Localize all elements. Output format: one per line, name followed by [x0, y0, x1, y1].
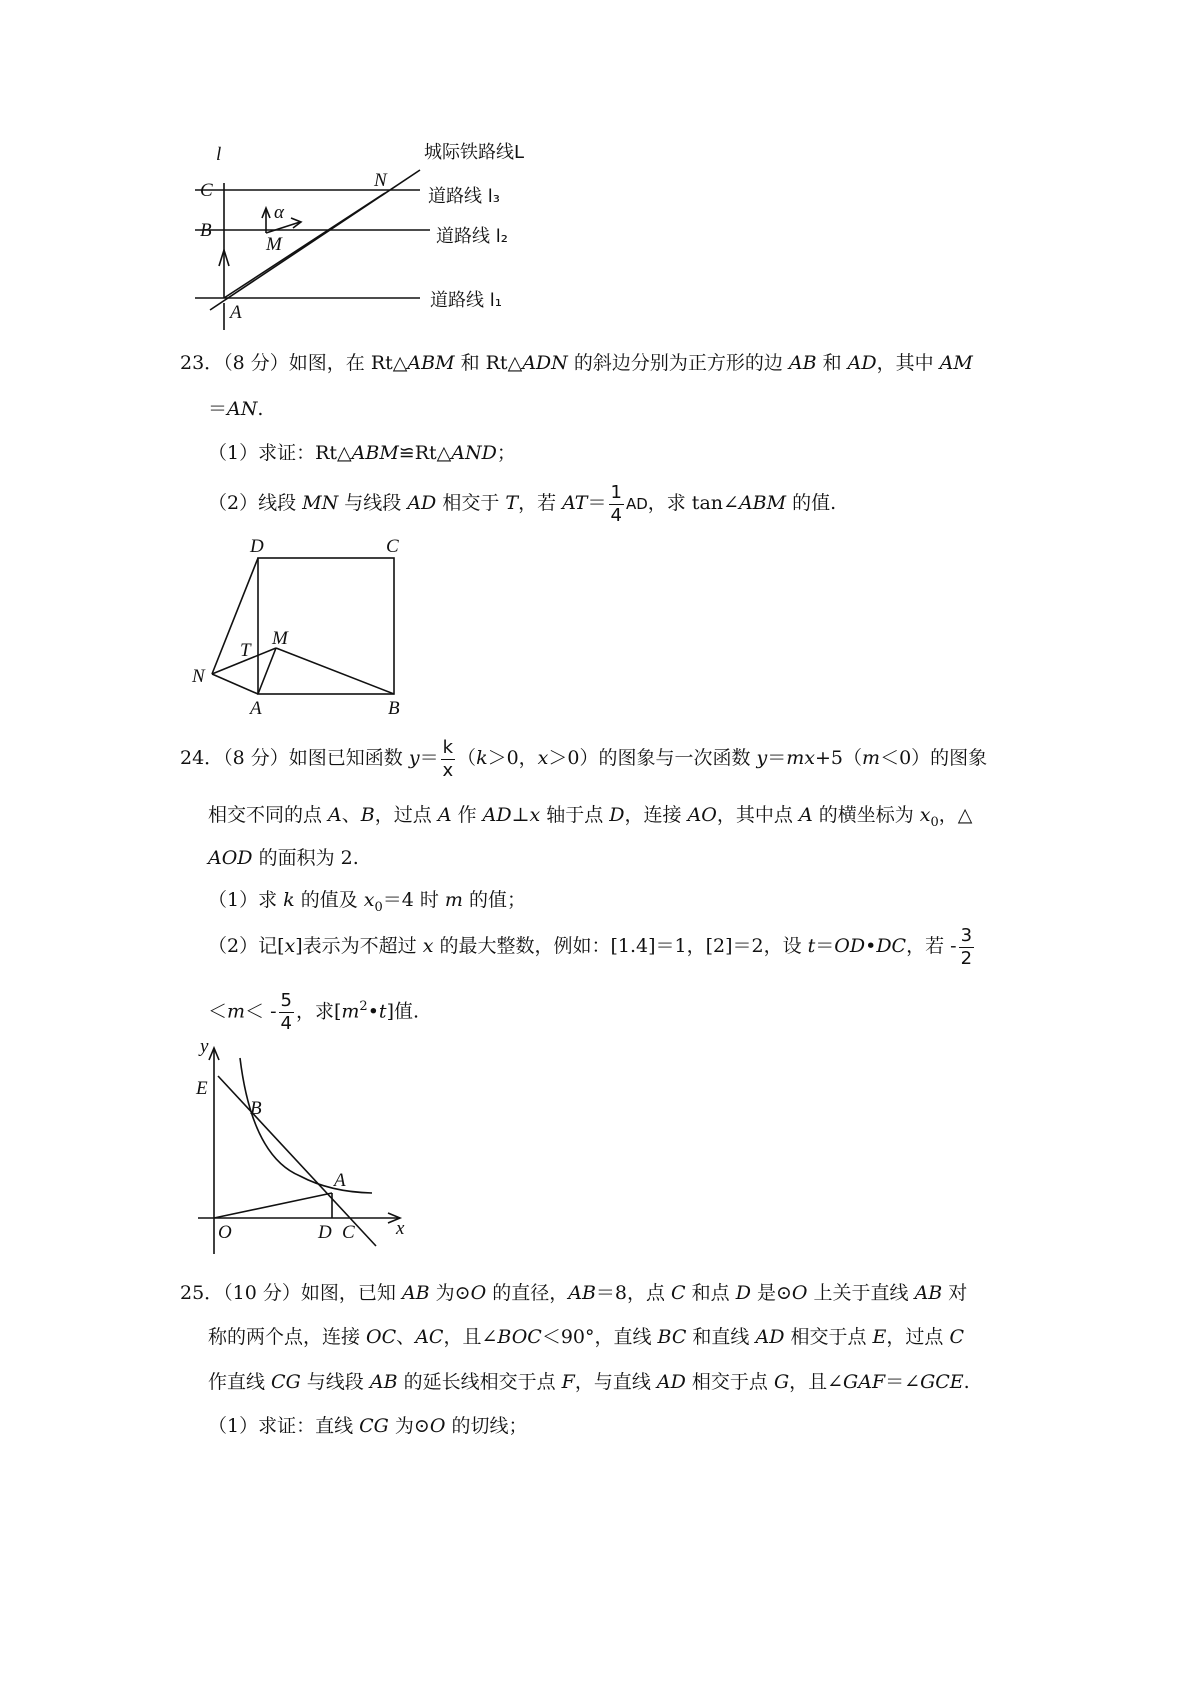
text: ，若 - [906, 935, 957, 957]
text: E [872, 1326, 887, 1348]
text: 24．（8 分）如图已知函数 [180, 747, 409, 769]
text: O [470, 1282, 487, 1304]
text: +5（ [815, 747, 863, 769]
text: ，△ [938, 804, 973, 826]
label-y: y [200, 1036, 209, 1057]
text: m [862, 747, 881, 769]
text: ＝ [767, 747, 787, 769]
label-E: E [196, 1078, 208, 1099]
label-N: N [374, 170, 387, 191]
text: ＝ [815, 935, 835, 957]
text: AB [369, 1371, 398, 1393]
text: A [437, 804, 452, 826]
line-NA [212, 674, 258, 694]
text: OC [366, 1326, 397, 1348]
label-A: A [250, 698, 262, 719]
text: 和直线 [686, 1326, 756, 1348]
text: ＜90°，直线 [541, 1326, 658, 1348]
figure-q23-svg [190, 536, 430, 722]
text: y [408, 747, 420, 769]
text: ； [496, 442, 516, 464]
line-OA [214, 1193, 332, 1218]
q25-line3 [208, 1368, 1200, 1396]
q23-part1 [208, 439, 1200, 467]
text: x [919, 804, 931, 826]
text: 的值； [462, 889, 526, 911]
denominator: x [442, 759, 454, 781]
text: x [363, 889, 375, 911]
q24-line1 [180, 734, 1200, 782]
text: O [791, 1282, 808, 1304]
text: ＜ - [245, 1000, 277, 1023]
text: O [429, 1415, 446, 1437]
numerator: 3 [960, 924, 973, 946]
text: ＝4 时 [382, 889, 445, 911]
label-C: C [386, 536, 399, 557]
text: 上关于直线 [807, 1282, 915, 1304]
text: ，且∠ [443, 1326, 498, 1348]
text: ABM [738, 492, 787, 514]
text: 轴于点 [540, 804, 610, 826]
text: ABM [351, 442, 399, 464]
text: C [671, 1282, 686, 1304]
denominator: 4 [610, 504, 622, 526]
text: DC [876, 935, 907, 957]
text: 与线段 [338, 492, 408, 514]
text: 相交于 [436, 492, 506, 514]
figure-q22 [190, 138, 550, 348]
text: AD [755, 1326, 785, 1348]
text: 为⊙ [429, 1282, 471, 1304]
text: 的横坐标为 [812, 804, 920, 826]
text: AD [847, 352, 877, 374]
label-M: M [266, 234, 282, 255]
text: 相交不同的点 [208, 804, 329, 826]
text: ＞0）的图象与一次函数 [548, 747, 757, 769]
text: m [227, 1000, 246, 1023]
text: ，与直线 [574, 1371, 657, 1393]
text: t [807, 935, 816, 957]
text: ，若 [518, 492, 563, 514]
q24-line3 [208, 844, 1200, 872]
text: ADN [522, 352, 568, 374]
fraction-five-quarters [279, 990, 294, 1035]
text: ]值. [386, 1000, 420, 1023]
line-EC [218, 1076, 376, 1246]
fraction-three-halves [959, 925, 974, 970]
denominator: 2 [960, 947, 973, 969]
text: AND [451, 442, 497, 464]
q25-line1 [180, 1279, 1200, 1307]
label-C: C [200, 180, 213, 201]
text: 作 [451, 804, 483, 826]
text: ＝8，点 [595, 1282, 672, 1304]
text: AT [562, 492, 588, 514]
hyperbola [240, 1058, 372, 1193]
text: 23．（8 分）如图，在 Rt△ [180, 352, 408, 374]
text: k [476, 747, 488, 769]
text: m [444, 889, 463, 911]
text: A [328, 804, 342, 826]
fraction-k-over-x [441, 737, 455, 782]
numerator: k [442, 736, 454, 758]
text: （1）求 [208, 889, 284, 911]
text: 为⊙ [388, 1415, 430, 1437]
text: （2）记[ [208, 935, 285, 957]
text: ＝∠ [885, 1371, 921, 1393]
text: 相交于点 [685, 1371, 774, 1393]
text: AC [415, 1326, 444, 1348]
text: MN [302, 492, 339, 514]
text: ]表示为不超过 [295, 935, 423, 957]
text: （2）线段 [208, 492, 303, 514]
text: m [341, 1000, 360, 1023]
text: 和 Rt△ [454, 352, 523, 374]
text: ，过点 [886, 1326, 950, 1348]
text: x [284, 935, 296, 957]
text: GCE [920, 1371, 964, 1393]
label-A: A [230, 302, 242, 323]
label-B: B [388, 698, 400, 719]
text: • [865, 935, 877, 957]
text: BOC [497, 1326, 542, 1348]
text: D [609, 804, 625, 826]
text: AOD [208, 847, 253, 869]
q24-part1 [208, 886, 1200, 922]
line-MB [276, 648, 394, 694]
label-road3: 道路线 l₃ [428, 186, 500, 207]
text: 的值. [786, 492, 837, 514]
denominator: 4 [280, 1012, 292, 1034]
text: 对 [942, 1282, 968, 1304]
text: 的最大整数，例如：[1.4]＝1，[2]＝2，设 [433, 935, 808, 957]
text: ＝ [587, 492, 607, 514]
label-C: C [342, 1222, 355, 1243]
text: AD [482, 804, 512, 826]
numerator: 1 [610, 481, 622, 503]
text: AB [914, 1282, 943, 1304]
label-B: B [200, 220, 212, 241]
text: T [505, 492, 519, 514]
figure-q23 [190, 536, 430, 722]
text: • [367, 1000, 379, 1023]
text: 的值及 [294, 889, 364, 911]
text: 的斜边分别为正方形的边 [567, 352, 789, 374]
text: 与线段 [300, 1371, 370, 1393]
text: OD [834, 935, 866, 957]
label-A: A [334, 1170, 346, 1191]
text: 的切线； [445, 1415, 528, 1437]
label-N: N [192, 666, 205, 687]
label-road1: 道路线 l₁ [430, 290, 502, 311]
label-road2: 道路线 l₂ [436, 226, 508, 247]
text: 相交于点 [784, 1326, 873, 1348]
label-D: D [318, 1222, 332, 1243]
text: F [561, 1371, 575, 1393]
label-D: D [250, 536, 264, 557]
text: （ [457, 747, 477, 769]
text: 和点 [685, 1282, 736, 1304]
text: BC [657, 1326, 687, 1348]
text: AB [401, 1282, 430, 1304]
text: AB [788, 352, 817, 374]
text: A [798, 804, 813, 826]
text: . [257, 398, 264, 420]
text: x [537, 747, 549, 769]
text: CG [271, 1371, 301, 1393]
text: ，且∠ [789, 1371, 844, 1393]
text: x [422, 935, 434, 957]
q23-part2 [208, 479, 1200, 528]
label-alpha: α [274, 202, 284, 223]
numerator: 5 [280, 989, 292, 1011]
q24-part2 [208, 922, 1200, 970]
text: ⊥ [511, 804, 530, 826]
text: 作直线 [208, 1371, 272, 1393]
text: ，其中点 [716, 804, 799, 826]
subscript: 0 [930, 814, 939, 830]
text: ，过点 [374, 804, 438, 826]
figure-q24 [190, 1036, 420, 1256]
text: GAF [843, 1371, 886, 1393]
text: 称的两个点，连接 [208, 1326, 367, 1348]
text: ≌Rt△ [398, 442, 452, 464]
text: ，连接 [624, 804, 688, 826]
railway-L [210, 170, 420, 310]
label-B: B [250, 1098, 262, 1119]
fraction-one-quarter [609, 482, 624, 527]
text: AO [687, 804, 717, 826]
text: G [773, 1371, 790, 1393]
text: AD [625, 495, 648, 513]
text: 、 [396, 1326, 416, 1348]
label-T: T [240, 640, 251, 661]
text: t [378, 1000, 387, 1023]
text: （1）求证：Rt△ [208, 442, 352, 464]
text: ，其中 [876, 352, 940, 374]
text: y [756, 747, 768, 769]
text: C [949, 1326, 965, 1348]
text: mx [786, 747, 816, 769]
square-ABCD [258, 558, 394, 694]
label-railway: 城际铁路线L [424, 142, 525, 163]
text: x [529, 804, 541, 826]
figure-q24-svg [190, 1036, 420, 1256]
text: 的直径， [486, 1282, 569, 1304]
text: 、 [341, 804, 361, 826]
superscript: 2 [359, 999, 368, 1014]
text: AD [656, 1371, 686, 1393]
q25-part1 [208, 1412, 1200, 1440]
text: ABM [407, 352, 455, 374]
text: 25．（10 分）如图，已知 [180, 1282, 402, 1304]
q24-part2-cont [208, 983, 1200, 1035]
q24-line2 [208, 801, 1200, 837]
text: 是⊙ [750, 1282, 792, 1304]
text: ，求[ [295, 1000, 342, 1023]
text: 和 [816, 352, 848, 374]
text: D [735, 1282, 751, 1304]
text: 的延长线相交于点 [397, 1371, 562, 1393]
text: B [360, 804, 375, 826]
line-DN [212, 558, 258, 674]
text: 的面积为 2. [252, 847, 359, 869]
figure-q22-svg [190, 138, 550, 348]
q25-line2 [208, 1323, 1200, 1351]
text: ＝ [208, 398, 228, 420]
label-M: M [272, 628, 288, 649]
label-l: l [216, 144, 222, 165]
text: AN [227, 398, 258, 420]
text: （1）求证：直线 [208, 1415, 360, 1437]
text: ＝ [419, 747, 439, 769]
q23-line1 [180, 349, 1200, 377]
label-x: x [396, 1218, 405, 1239]
text: ，求 tan∠ [647, 492, 739, 514]
text: ＜0）的图象 [880, 747, 988, 769]
text: AD [407, 492, 437, 514]
text: . [963, 1371, 970, 1393]
text: k [283, 889, 295, 911]
text: CG [359, 1415, 389, 1437]
text: ＜ [208, 1000, 228, 1023]
text: AM [939, 352, 973, 374]
line-AN [224, 193, 385, 298]
subscript: 0 [374, 899, 383, 915]
label-O: O [218, 1222, 232, 1243]
text: AB [568, 1282, 596, 1304]
text: ＞0， [487, 747, 538, 769]
q23-line2 [208, 395, 1200, 423]
